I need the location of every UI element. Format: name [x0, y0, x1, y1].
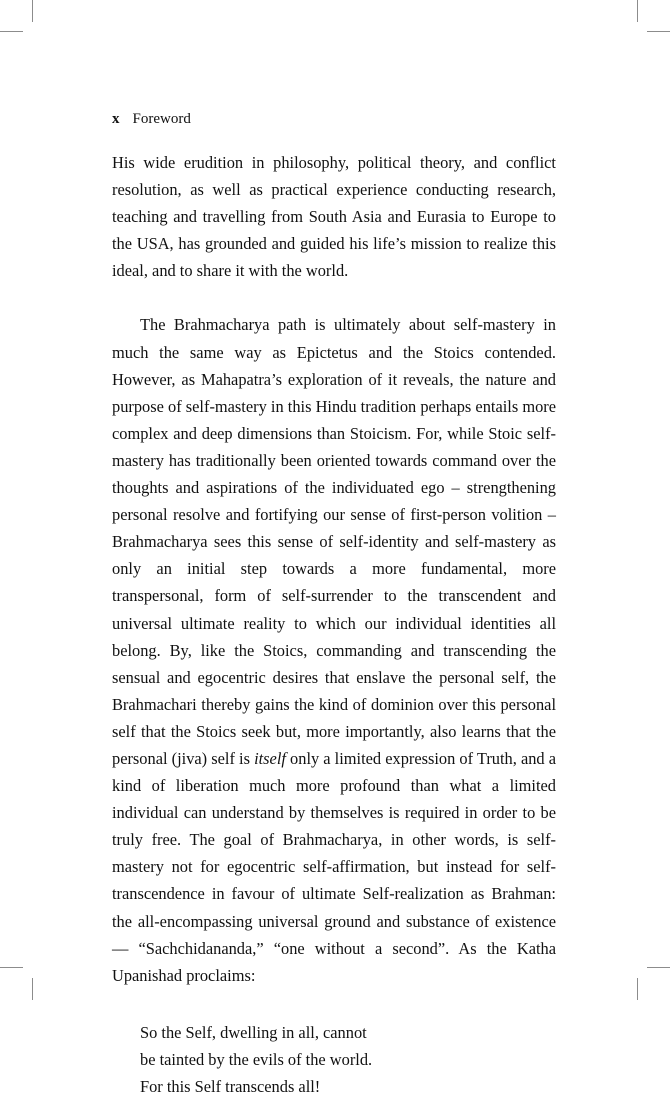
crop-mark-top-right-vertical	[637, 0, 638, 22]
paragraph-2-segment-1: The Brahmacharya path is ultimately about self-mastery in much the same way as Epictetus and the Stoics contended. However, as Mahapatra’s exploration of it reveals, the nature and purpose of self-mastery in this Hindu tradition perhaps entails more complex and deep dimensions than Stoicism. For, while Stoic self-mastery has traditionally been oriented towards command over the thoughts and aspirations of the individuated ego – strengthening personal resolve and fortifying our sense of first-person volition – Brahmacharya sees this sense of self-identity and self-mastery as only an initial step towards a more fundamental, more transpersonal, form of self-surrender to the transcendent and universal ultimate reality to which our individual identities all belong. By, like the Stoics, commanding and transcending the sensual and egocentric desires that enslave the personal self, the Brahmachari thereby gains the kind of dominion over this personal self that the Stoics seek but, more importantly, also learns that the personal (jiva) self is	[112, 315, 556, 768]
paragraph-2-segment-2: only a limited expression of Truth, and a kind of liberation much more profound than what a limited individual can understand by themselves is required in order to be truly free. The goal of Brahmacharya, in other words, is self-mastery not for egocentric self-affirmation, but instead for self-transcendence in favour of ultimate Self-realization as Brahman: the all-encompassing universal ground and substance of existence— “Sachchidananda,” “one without a second”. As the Katha Upanishad proclaims:	[112, 748, 556, 985]
emphasis-itself: itself	[254, 748, 286, 768]
verse-line: be tainted by the evils of the world.	[140, 1049, 373, 1069]
verse-block	[112, 1019, 556, 1100]
crop-mark-bottom-left-vertical	[32, 978, 33, 1000]
running-head-title: Foreword	[132, 111, 191, 127]
paragraph-1: His wide erudition in philosophy, political theory, and conflict resolution, as well as practical experience conducting research, teaching and travelling from South Asia and Eurasia to Europe to the USA, has grounded and guided his life’s mission to realize this ideal, and to share it with the world.	[112, 153, 556, 281]
crop-mark-bottom-right-horizontal	[647, 967, 670, 968]
body-text-column	[112, 149, 556, 1100]
paragraph-2	[112, 311, 556, 988]
crop-mark-bottom-left-horizontal	[0, 967, 23, 968]
crop-mark-top-left-vertical	[32, 0, 33, 22]
crop-mark-bottom-right-vertical	[637, 978, 638, 1000]
running-head	[112, 110, 556, 129]
verse-line: So the Self, dwelling in all, cannot	[140, 1022, 367, 1042]
crop-mark-top-left-horizontal	[0, 31, 23, 32]
page-number: x	[112, 111, 120, 127]
verse-line: For this Self transcends all!	[140, 1077, 321, 1096]
crop-mark-top-right-horizontal	[647, 31, 670, 32]
